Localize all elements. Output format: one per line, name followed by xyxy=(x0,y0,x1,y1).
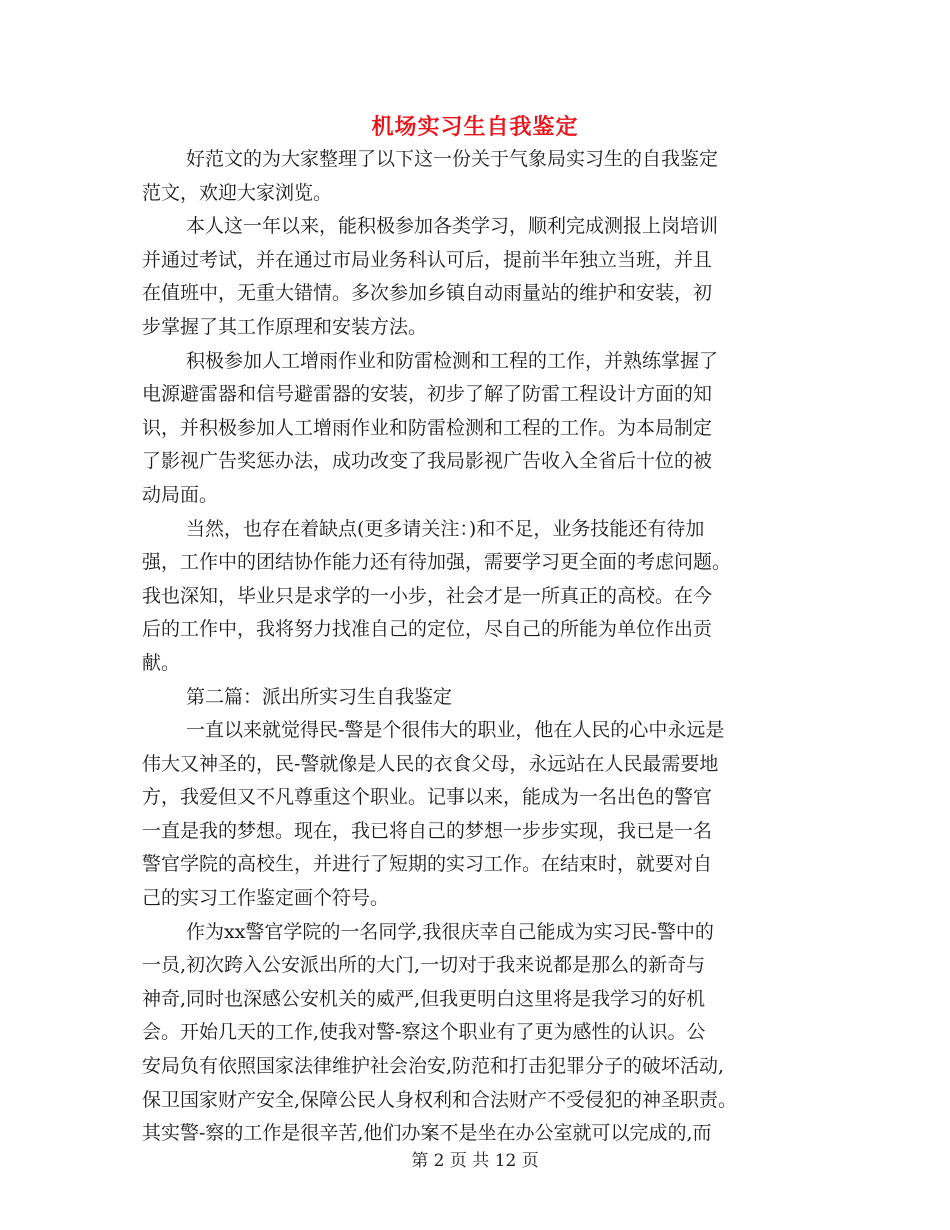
text-line: 范文，欢迎大家浏览。 xyxy=(142,181,333,204)
text-line: 动局面。 xyxy=(142,483,219,506)
text-line: 献。 xyxy=(142,651,181,674)
text-line: 步掌握了其工作原理和安装方法。 xyxy=(142,315,428,338)
text-line: 并通过考试，并在通过市局业务科认可后，提前半年独立当班，并且 xyxy=(142,248,713,271)
text-line: 会。开始几天的工作,使我对警-察这个职业有了更为感性的认识。公 xyxy=(142,1021,706,1044)
text-line: 本人这一年以来，能积极参加各类学习，顺利完成测报上岗培训 xyxy=(186,215,719,238)
text-line: 安局负有依照国家法律维护社会治安,防范和打击犯罪分子的破坏活动, xyxy=(142,1055,725,1078)
document-body xyxy=(142,143,818,1151)
text-line: 伟大又神圣的，民-警就像是人民的衣食父母，永远站在人民最需要地 xyxy=(142,752,719,775)
text-line: 方，我爱但又不凡尊重这个职业。记事以来，能成为一名出色的警官 xyxy=(142,786,713,809)
text-line: 其实警-察的工作是很辛苦,他们办案不是坐在办公室就可以完成的,而 xyxy=(142,1122,712,1145)
text-line: 一员,初次跨入公安派出所的大门,一切对于我来说都是那么的新奇与 xyxy=(142,954,706,977)
text-line: 电源避雷器和信号避雷器的安装，初步了解了防雷工程设计方面的知 xyxy=(142,383,713,406)
page-footer: 第 2 页 共 12 页 xyxy=(411,1151,539,1171)
text-line: 一直以来就觉得民-警是个很伟大的职业，他在人民的心中永远是 xyxy=(186,719,725,742)
text-line: 在值班中，无重大错情。多次参加乡镇自动雨量站的维护和安装，初 xyxy=(142,282,713,305)
text-line: 识，并积极参加人工增雨作业和防雷检测和工程的工作。为本局制定 xyxy=(142,416,713,439)
text-line: 保卫国家财产安全,保障公民人身权利和合法财产不受侵犯的神圣职责。 xyxy=(142,1088,738,1111)
text-line: 我也深知，毕业只是求学的一小步，社会才是一所真正的高校。在今 xyxy=(142,584,713,607)
text-line: 后的工作中，我将努力找准自己的定位，尽自己的所能为单位作出贡 xyxy=(142,618,713,641)
document-title: 机场实习生自我鉴定 xyxy=(371,114,579,140)
text-line: 一直是我的梦想。现在，我已将自己的梦想一步步实现，我已是一名 xyxy=(142,819,713,842)
text-line: 警官学院的高校生，并进行了短期的实习工作。在结束时，就要对自 xyxy=(142,853,713,876)
text-line: 强，工作中的团结协作能力还有待加强，需要学习更全面的考虑问题。 xyxy=(142,551,732,574)
text-line: 当然，也存在着缺点(更多请关注：)和不足，业务技能还有待加 xyxy=(186,517,705,540)
text-line: 己的实习工作鉴定画个符号。 xyxy=(142,887,390,910)
text-line: 好范文的为大家整理了以下这一份关于气象局实习生的自我鉴定 xyxy=(186,148,719,170)
text-line: 了影视广告奖惩办法，成功改变了我局影视广告收入全省后十位的被 xyxy=(142,450,713,473)
text-line: 神奇,同时也深感公安机关的威严,但我更明白这里将是我学习的好机 xyxy=(142,987,706,1010)
text-line: 第二篇：派出所实习生自我鉴定 xyxy=(186,685,453,708)
text-line: 作为xx警官学院的一名同学,我很庆幸自己能成为实习民-警中的 xyxy=(186,920,714,943)
text-line: 积极参加人工增雨作业和防雷检测和工程的工作，并熟练掌握了 xyxy=(186,349,719,372)
